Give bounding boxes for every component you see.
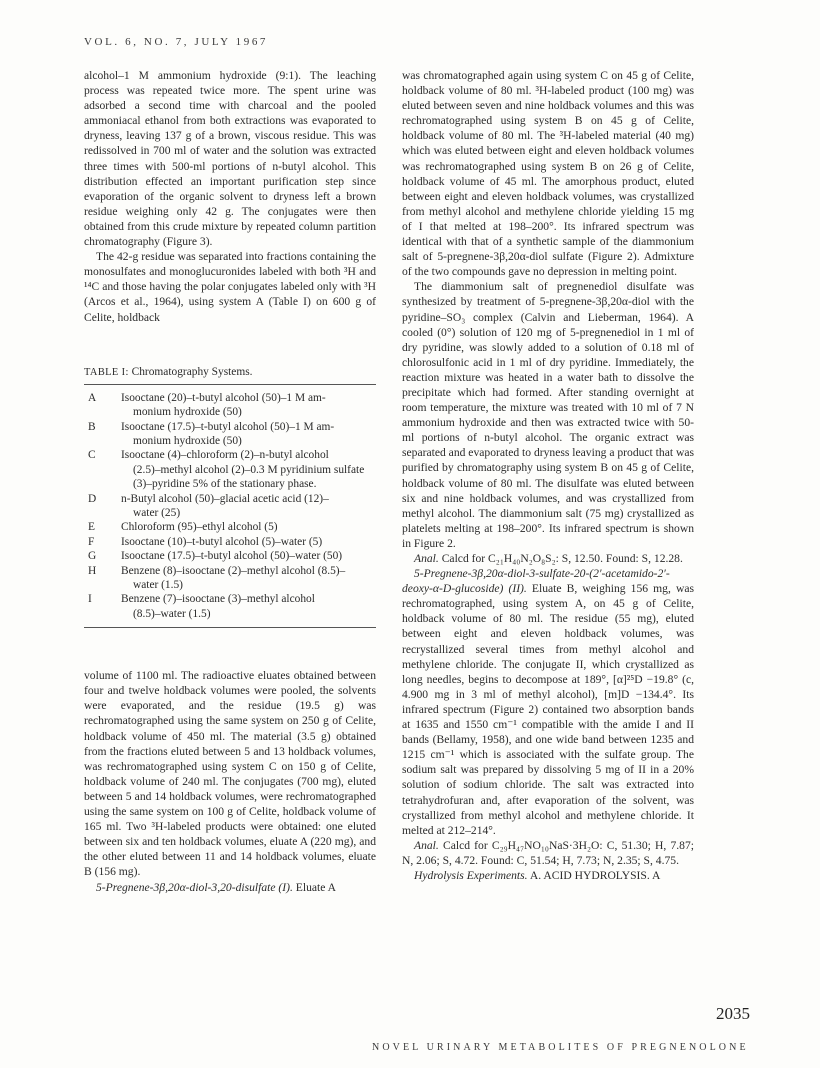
right-paragraph-3-text: Eluate B, weighing 156 mg, was rechromatographed, using system A, on 45 g of Celite, holdback volume of 80 ml. The residue (55 mg), eluted between eight and eleven holdback volumes, was recrystallized several times from methyl alcohol and methylene chloride. The conjugate II, which crystallized as long needles, begins to decompose at 189°, [α]²⁵D −19.8° (c, 4.900 mg in 3 ml of methyl alcohol), [m]D −134.4°. Its infrared spectrum (Figure 2) contained two absorption bands at 1635 and 1550 cm⁻¹ compatible with the amide I and II bands (Bellamy, 1958), and one wide band between 1235 and 1215 cm⁻¹ which is associated with the sulfate group. The sodium salt was prepared by dissolving 5 mg of II in a 20% solution of sodium chloride. The salt was extracted into tetrahydrofuran and, after evaporation of the solvent, was crystallized from methyl alcohol and methylene chloride. It melted at 212–214°. [402,582,695,837]
right-paragraph-1: was chromatographed again using system C on 45 g of Celite, holdback volume of 80 ml. ³H-labeled product (100 mg) was eluted between seven and nine holdback volumes and this was rechromatographed using system B on 45 g of Celite, holdback volume of 80 ml. The ³H-labeled material (40 mg) which was eluted between eight and eleven holdback volumes was rechromatographed using system B on 26 g of Celite, holdback volume of 45 ml. The amorphous product, eluted between eight and eleven holdback volumes, was crystallized from methyl alcohol and methylene chloride yielding 15 mg of I that melted at 198–200°. Its infrared spectrum was identical with that of a synthetic sample of the diammonium salt of 5-pregnene-3β,20α-diol sulfate (Figure 2). Admixture of the two compounds gave no depression in melting point. [402,69,694,279]
system-composition [118,520,376,534]
system-key: G [88,550,97,563]
anal-label-1: Anal. [414,552,439,565]
left-paragraph-1: alcohol–1 M ammonium hydroxide (9:1). The leaching process was repeated twice more. The spent urine was adsorbed a second time with charcoal and the pooled ammoniacal ethanol from both extractions was evaporated to dryness, leaving 137 g of a brown, viscous residue. This was redissolved in 700 ml of water and the solution was extracted three times with 500-ml portions of n-butyl alcohol. This distribution effected an important purification step since evaporation of the organic solvent to dryness left a brown residue weighing only 42 g. The conjugates were then obtained from this crude mixture by repeated column partition chromatography (Figure 3). [84,69,376,249]
left-column [84,68,376,895]
table-row [84,391,376,420]
system-composition [118,549,376,563]
system-composition [118,391,376,420]
system-key: C [88,449,96,462]
compound-i-heading: 5-Pregnene-3β,20α-diol-3,20-disulfate (I). [96,880,293,894]
left-paragraph-2: The 42-g residue was separated into fractions containing the monosulfates and monoglucuronides labeled with both ³H and ¹⁴C and those having the polar conjugates labeled only with ³H (Arcos et al., 1964), using system A (Table I) on 600 g of Celite, holdback [84,250,376,324]
composition-line-1: Isooctane (20)–t-butyl alcohol (50)–1 M am- [121,391,326,404]
table-bottom-rule [84,627,376,628]
right-paragraph-4 [402,868,694,883]
composition-line-1: Isooctane (10)–t-butyl alcohol (5)–water (5) [121,535,323,548]
right-paragraph-2: The diammonium salt of pregnenediol disulfate was synthesized by treatment of 5-pregnene-3β,20α-diol with the pyridine–SO₃ complex (Calvin and Lieberman, 1964). A cooled (0°) solution of 120 mg of 5-pregnenediol in 1 ml of dry pyridine, was slowly added to a solution of 0.18 ml of chlorosulfonic acid in 1 ml of dry pyridine. Immediately, the reaction mixture was heated in a water bath to dissolve the precipitate which had formed. After standing overnight at room temperature, the mixture was treated with 10 ml of 7 N ammonium hydroxide and then was extracted twice with 50-ml portions of n-butyl alcohol. The organic extract was separated and evaporated to dryness leaving a product that was purified by chromatography using system B on 45 g of Celite, holdback volume of 80 ml. The disulfate was eluted between six and nine holdback volumes, and was crystallized from methyl alcohol. The diammonium salt (75 mg) crystallized as platelets melting at 198–200°. Its infrared spectrum is shown in Figure 2. [402,280,694,550]
composition-line-1: Benzene (8)–isooctane (2)–methyl alcohol (8.5)– [121,564,346,577]
analysis-2-text: Calcd for C₂₉H₄₇NO₁₀NaS·3H₂O: C, 51.30; H, 7.87; N, 2.06; S, 4.72. Found: C, 51.54; H, 7.73; N, 2.35; S, 4.75. [402,838,694,867]
composition-line-1: n-Butyl alcohol (50)–glacial acetic acid (12)– [121,492,329,505]
system-composition [118,492,376,521]
composition-line-1: Chloroform (95)–ethyl alcohol (5) [121,521,278,534]
composition-line-1: Benzene (7)–isooctane (3)–methyl alcohol [121,593,315,606]
system-key: I [88,593,92,606]
table-row [84,592,376,621]
table-row [84,492,376,521]
table-body [84,385,376,628]
composition-line-2: (8.5)–water (1.5) [133,607,211,620]
compound-ii-heading: 5-Pregnene-3β,20α-diol-3-sulfate-20-(2′-acetamido-2′-deoxy-α-D-glucoside) (II). [402,567,670,596]
analysis-1-text: Calcd for C₂₁H₄₀N₂O₈S₂: S, 12.50. Found: S, 12.28. [438,552,683,565]
analysis-1 [402,551,694,566]
table-label: TABLE I: [84,366,129,378]
system-key: F [88,535,95,548]
composition-line-2: water (1.5) [133,578,183,591]
composition-line-2: monium hydroxide (50) [133,434,242,447]
composition-line-2: (2.5)–methyl alcohol (2)–0.3 M pyridinium sulfate (3)–pyridine 5% of the stationary phase. [133,463,365,491]
page-number: 2035 [716,1004,750,1023]
table-title: Chromatography Systems. [128,365,253,378]
system-composition [118,564,376,593]
system-key: H [88,564,97,577]
hydrolysis-heading: Hydrolysis Experiments. [414,868,528,882]
table-row [84,564,376,593]
table-row [84,448,376,491]
table-row [84,420,376,449]
composition-line-1: Isooctane (17.5)–t-butyl alcohol (50)–water (50) [121,550,343,563]
right-paragraph-4-text: A. ACID HYDROLYSIS. A [527,868,661,882]
system-composition [118,535,376,549]
composition-line-1: Isooctane (17.5)–t-butyl alcohol (50)–1 M am- [121,420,335,433]
system-key: E [88,521,95,534]
left-paragraph-4-text: Eluate A [292,880,337,894]
right-paragraph-3 [402,566,694,838]
composition-line-1: Isooctane (4)–chloroform (2)–n-butyl alcohol [121,449,329,462]
table-caption [84,365,376,380]
system-composition [118,420,376,449]
composition-line-2: water (25) [133,506,181,519]
system-composition [118,448,376,491]
composition-line-2: monium hydroxide (50) [133,406,242,419]
left-paragraph-4 [84,880,376,895]
running-footer: NOVEL URINARY METABOLITES OF PREGNENOLONE [372,1042,749,1053]
running-head: VOL. 6, NO. 7, JULY 1967 [84,36,269,48]
table-row [84,549,376,563]
table-row [84,535,376,549]
system-composition [118,592,376,621]
left-paragraph-3: volume of 1100 ml. The radioactive eluates obtained between four and twelve holdback volumes were pooled, the solvents were evaporated, and the residue (19.5 g) was rechromatographed using the same system on 250 g of Celite, holdback volume of 450 ml. The material (3.5 g) obtained from the fractions eluted between 5 and 13 holdback volumes, was rechromatographed using system C on 150 g of Celite, holdback volume of 240 ml. The conjugates (700 mg), eluted between 5 and 14 holdback volumes, were rechromatographed using the same system on 100 g of Celite, holdback volume of 165 ml. Two ³H-labeled products were obtained: one eluted between six and ten holdback volumes, eluate A (220 mg), and the other eluted between 11 and 14 holdback volumes, eluate B (156 mg). [84,669,376,879]
anal-label-2: Anal. [414,838,439,852]
system-key: D [88,492,97,505]
table-row [84,520,376,534]
system-key: B [88,420,96,433]
chromatography-table [84,365,376,629]
right-column [402,68,694,883]
analysis-2 [402,838,694,868]
system-key: A [88,391,97,404]
